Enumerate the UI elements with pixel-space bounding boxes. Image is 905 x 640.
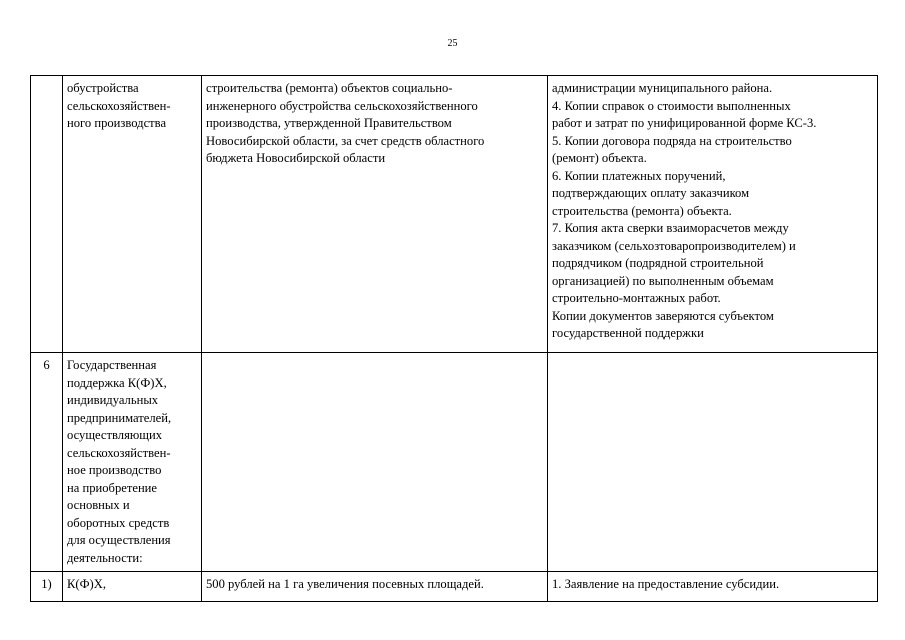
condition-cell: 500 рублей на 1 га увеличения посевных площадей. xyxy=(202,572,548,602)
document-table xyxy=(30,75,878,602)
documents-cell: администрации муниципального района. 4. Копии справок о стоимости выполненных работ и затрат по унифицированной форме КС-3. 5. Копии договора подряда на строительство (ремонт) объекта. 6. Копии платежных поручений, подтверждающих оплату заказчиком строительства (ремонта) объекта. 7. Копия акта сверки взаиморасчетов между заказчиком (сельхозтоваропроизводителем) и подрядчиком (подрядной строительной организацией) по выполненным объемам строительно-монтажных работ. Копии документов заверяются субъектом государственной поддержки xyxy=(548,76,878,353)
condition-cell: строительства (ремонта) объектов социально- инженерного обустройства сельскохозяйственного производства, утвержденной Правительством Новосибирской области, за счет средств областного бюджета Новосибирской области xyxy=(202,76,548,353)
row-number-cell xyxy=(31,76,63,353)
documents-cell xyxy=(548,353,878,572)
support-name-cell: К(Ф)Х, xyxy=(63,572,202,602)
table-row xyxy=(31,76,878,353)
row-number-cell: 1) xyxy=(31,572,63,602)
table-row xyxy=(31,353,878,572)
condition-cell xyxy=(202,353,548,572)
support-name-cell: обустройства сельскохозяйствен- ного производства xyxy=(63,76,202,353)
documents-cell: 1. Заявление на предоставление субсидии. xyxy=(548,572,878,602)
page-number: 25 xyxy=(447,38,458,49)
support-name-cell: Государственная поддержка К(Ф)Х, индивидуальных предпринимателей, осуществляющих сельскохозяйствен- ное производство на приобретение основных и оборотных средств для осуществления деятельности: xyxy=(63,353,202,572)
table-row xyxy=(31,572,878,602)
row-number-cell: 6 xyxy=(31,353,63,572)
